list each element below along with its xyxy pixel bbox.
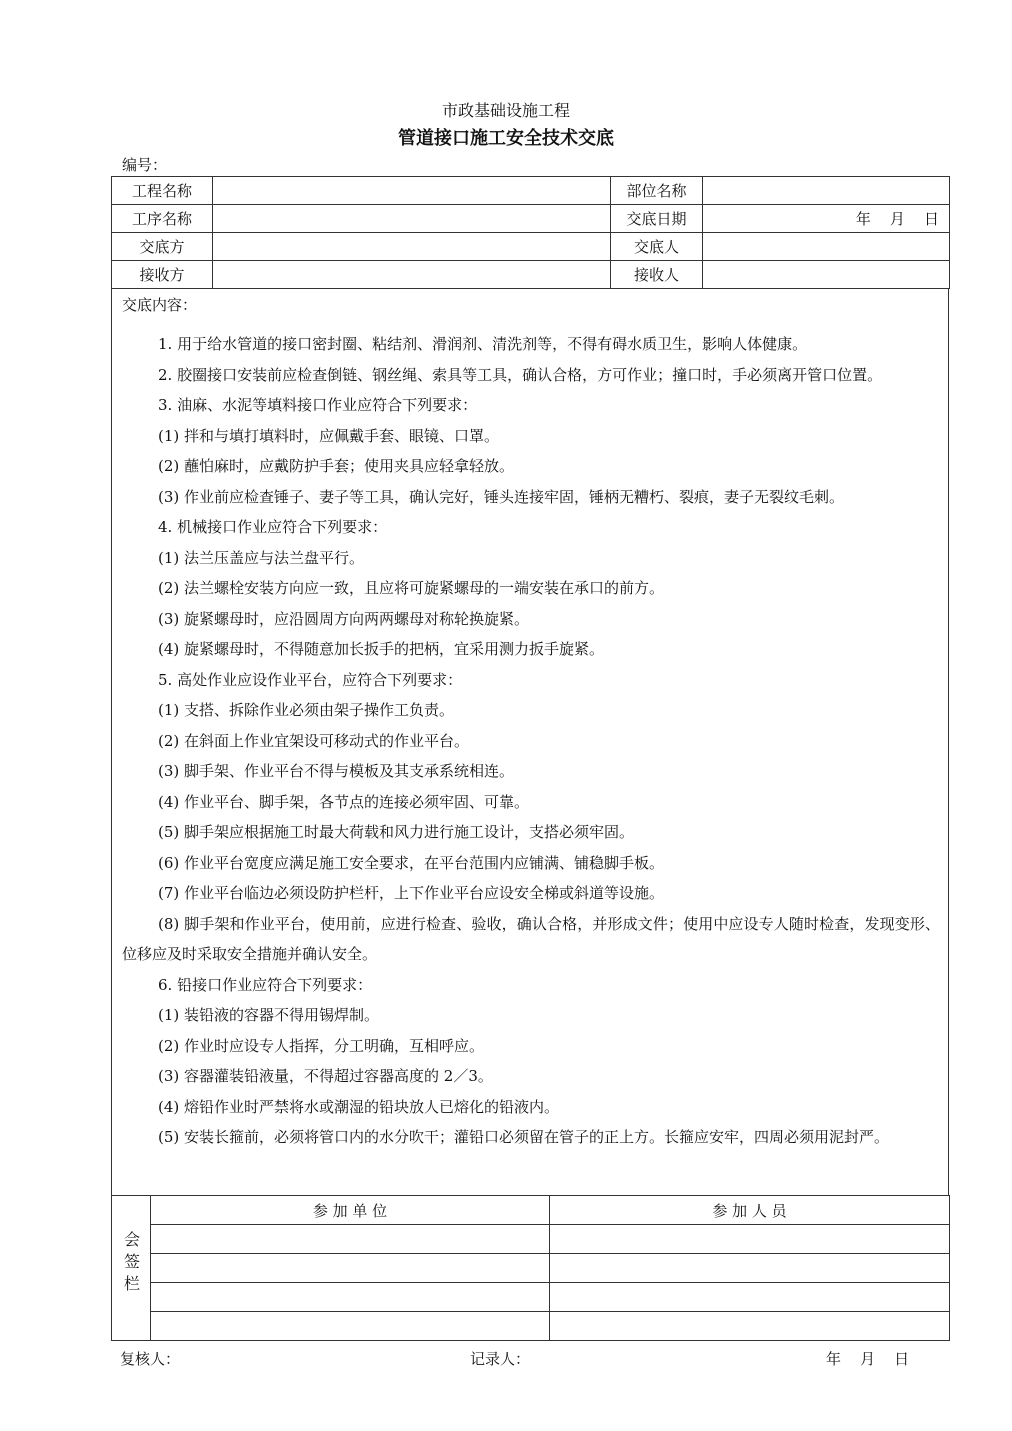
- signoff-table: [111, 1195, 950, 1341]
- content-item: (3) 容器灌装铅液量，不得超过容器高度的 2／3。: [158, 1067, 493, 1085]
- content-item: 3. 油麻、水泥等填料接口作业应符合下列要求：: [158, 396, 478, 414]
- people-field[interactable]: [550, 1225, 950, 1254]
- issuer-person-label: 交底人: [611, 233, 703, 261]
- unit-field[interactable]: [151, 1254, 550, 1283]
- content-item: (3) 脚手架、作业平台不得与模板及其支承系统相连。: [158, 762, 515, 780]
- signoff-row: [112, 1225, 950, 1254]
- receiver-party-field[interactable]: [213, 261, 611, 289]
- reviewer-label: 复核人：: [120, 1350, 181, 1368]
- content-item: (4) 熔铅作业时严禁将水或潮湿的铅块放人已熔化的铅液内。: [158, 1097, 560, 1116]
- content-item: (1) 装铅液的容器不得用锡焊制。: [158, 1006, 380, 1024]
- content-item: (3) 旋紧螺母时，应沿圆周方向两两螺母对称轮换旋紧。: [158, 609, 530, 628]
- content-item: (1) 拌和与填打填料时，应佩戴手套、眼镜、口罩。: [158, 426, 500, 445]
- content-item: (1) 法兰压盖应与法兰盘平行。: [158, 548, 365, 567]
- info-table: [111, 176, 950, 289]
- unit-field[interactable]: [151, 1312, 550, 1341]
- project-name-field[interactable]: [213, 177, 611, 205]
- content-heading: 交底内容：: [122, 296, 198, 314]
- signoff-row: [112, 1283, 950, 1312]
- info-row-project: [112, 177, 950, 205]
- section-name-label: 部位名称: [611, 177, 703, 205]
- content-item: (2) 在斜面上作业宜架设可移动式的作业平台。: [158, 731, 470, 750]
- recorder-label: 记录人：: [470, 1350, 531, 1368]
- people-field[interactable]: [550, 1254, 950, 1283]
- issuer-person-field[interactable]: [703, 233, 950, 261]
- date-field[interactable]: 年 月 日: [703, 205, 950, 233]
- process-name-field[interactable]: [213, 205, 611, 233]
- receiver-person-field[interactable]: [703, 261, 950, 289]
- content-item: 4. 机械接口作业应符合下列要求：: [158, 518, 388, 536]
- document-title: 管道接口施工安全技术交底: [398, 128, 614, 149]
- content-item: (2) 作业时应设专人指挥，分工明确，互相呼应。: [158, 1036, 485, 1055]
- serial-number-label: 编号：: [122, 156, 168, 174]
- content-item: (4) 旋紧螺母时，不得随意加长扳手的把柄，宜采用测力扳手旋紧。: [158, 640, 605, 658]
- content-section: [111, 289, 949, 1196]
- content-item: 6. 铅接口作业应符合下列要求：: [158, 975, 373, 994]
- participating-unit-header: 参 加 单 位: [151, 1196, 550, 1225]
- content-item: (2) 蘸怕麻时，应戴防护手套；使用夹具应轻拿轻放。: [158, 457, 515, 475]
- content-item: (6) 作业平台宽度应满足施工安全要求，在平台范围内应铺满、铺稳脚手板。: [158, 853, 665, 872]
- receiver-party-label: 接收方: [112, 261, 213, 289]
- content-item: (2) 法兰螺栓安装方向应一致，且应将可旋紧螺母的一端安装在承口的前方。: [158, 579, 665, 597]
- document-subtitle: 市政基础设施工程: [441, 101, 570, 120]
- footer-date: 年 月 日: [826, 1350, 910, 1368]
- info-row-process: [112, 205, 950, 233]
- content-item: (5) 安装长箍前，必须将管口内的水分吹干；灌铅口必须留在管子的正上方。长箍应安牢，四周必须用泥封严。: [158, 1128, 890, 1146]
- content-item: 2. 胶圈接口安装前应检查倒链、钢丝绳、索具等工具，确认合格，方可作业；撞口时，手必须离开管口位置。: [158, 365, 883, 384]
- issuer-party-field[interactable]: [213, 233, 611, 261]
- content-item: 1. 用于给水管道的接口密封圈、粘结剂、滑润剂、清洗剂等，不得有碍水质卫生，影响人体健康。: [158, 335, 808, 353]
- receiver-person-label: 接收人: [611, 261, 703, 289]
- project-name-label: 工程名称: [112, 177, 213, 205]
- unit-field[interactable]: [151, 1283, 550, 1312]
- process-name-label: 工序名称: [112, 205, 213, 233]
- signoff-side-label: 会签栏: [112, 1196, 151, 1341]
- date-label: 交底日期: [611, 205, 703, 233]
- content-item: (8) 脚手架和作业平台，使用前，应进行检查、验收，确认合格，并形成文件；使用中应设专人随时检查，发现变形、位移应及时采取安全措施并确认安全。: [122, 914, 940, 963]
- content-item: (3) 作业前应检查锤子、妻子等工具，确认完好，锤头连接牢固，锤柄无糟朽、裂痕，妻子无裂纹毛刺。: [158, 487, 845, 506]
- content-item: (5) 脚手架应根据施工时最大荷载和风力进行施工设计，支搭必须牢固。: [158, 823, 635, 841]
- unit-field[interactable]: [151, 1225, 550, 1254]
- info-row-issuer: [112, 233, 950, 261]
- content-body: [122, 329, 940, 1153]
- signoff-header-row: [112, 1196, 950, 1225]
- participating-people-header: 参 加 人 员: [550, 1196, 950, 1225]
- info-row-receiver: [112, 261, 950, 289]
- people-field[interactable]: [550, 1283, 950, 1312]
- signoff-row: [112, 1254, 950, 1283]
- content-item: (4) 作业平台、脚手架，各节点的连接必须牢固、可靠。: [158, 792, 530, 811]
- content-item: (7) 作业平台临边必须设防护栏杆，上下作业平台应设安全梯或斜道等设施。: [158, 884, 665, 902]
- section-name-field[interactable]: [703, 177, 950, 205]
- content-item: 5. 高处作业应设作业平台，应符合下列要求：: [158, 670, 463, 689]
- people-field[interactable]: [550, 1312, 950, 1341]
- issuer-party-label: 交底方: [112, 233, 213, 261]
- content-item: (1) 支搭、拆除作业必须由架子操作工负责。: [158, 701, 455, 719]
- signoff-row: [112, 1312, 950, 1341]
